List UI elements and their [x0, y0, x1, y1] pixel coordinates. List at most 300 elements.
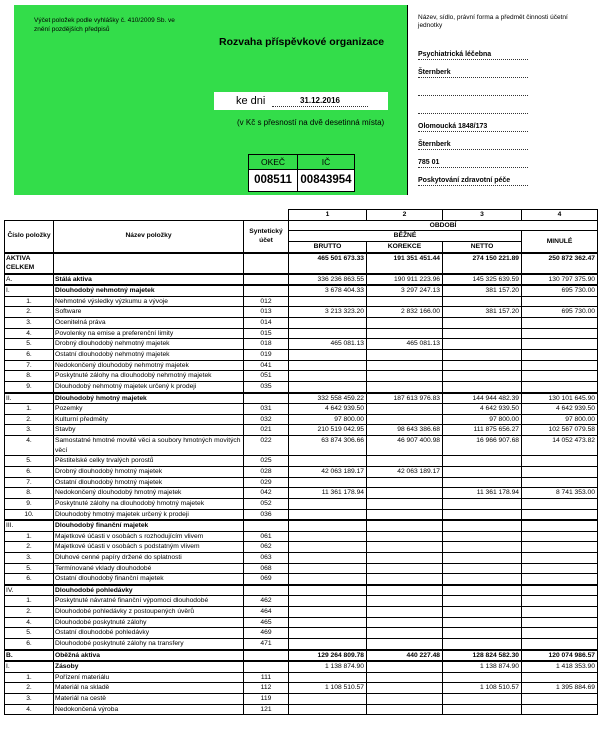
korekce-cell [367, 639, 443, 650]
korekce-cell [367, 628, 443, 639]
item-number-cell: 5. [5, 456, 54, 467]
brutto-cell [289, 317, 367, 328]
date-value: 31.12.2016 [272, 96, 368, 107]
item-number-cell: 3. [5, 425, 54, 436]
account-cell: 471 [244, 639, 289, 650]
table-row [5, 607, 598, 618]
header-current: BĚŽNÉ [289, 231, 522, 242]
table-row [5, 628, 598, 639]
korekce-cell [367, 683, 443, 694]
item-number-cell: 3. [5, 317, 54, 328]
item-number-cell: II. [5, 393, 54, 404]
korekce-cell [367, 607, 443, 618]
account-cell [244, 274, 289, 286]
korekce-cell: 2 832 166.00 [367, 307, 443, 318]
item-number-cell: I. [5, 661, 54, 672]
previous-cell [522, 520, 598, 531]
table-row [5, 693, 598, 704]
table-row [5, 596, 598, 607]
item-number-cell: 2. [5, 542, 54, 553]
item-name-cell: Dlouhodobé poskytnuté zálohy [54, 617, 244, 628]
korekce-cell [367, 456, 443, 467]
account-cell [244, 253, 289, 274]
account-cell [244, 661, 289, 672]
netto-cell [443, 328, 522, 339]
item-number-cell: 6. [5, 350, 54, 361]
netto-cell [443, 563, 522, 574]
netto-cell [443, 360, 522, 371]
previous-cell: 1 418 353.90 [522, 661, 598, 672]
brutto-cell [289, 509, 367, 520]
item-number-cell: 4. [5, 617, 54, 628]
account-cell: 062 [244, 542, 289, 553]
previous-cell [522, 574, 598, 585]
account-cell: 032 [244, 414, 289, 425]
table-row [5, 371, 598, 382]
account-cell: 022 [244, 436, 289, 456]
account-cell: 035 [244, 382, 289, 393]
korekce-cell: 440 227.48 [367, 650, 443, 662]
entity-line: Šternberk [418, 68, 528, 78]
legal-basis-note: Výčet položek podle vyhlášky č. 410/2009 Sb. ve znění pozdějších předpisů [34, 17, 175, 33]
table-row [5, 563, 598, 574]
item-name-cell: Pěstitelské celky trvalých porostů [54, 456, 244, 467]
item-number-cell: 4. [5, 704, 54, 715]
ic-label: IČ [298, 155, 354, 170]
table-row [5, 253, 598, 274]
item-number-cell: 1. [5, 596, 54, 607]
brutto-cell [289, 574, 367, 585]
item-number-cell: 6. [5, 639, 54, 650]
item-name-cell: Dlouhodobé pohledávky z postoupených úvěrů [54, 607, 244, 618]
table-row [5, 617, 598, 628]
brutto-cell [289, 704, 367, 715]
netto-cell [443, 704, 522, 715]
korekce-cell: 190 911 223.96 [367, 274, 443, 286]
previous-cell [522, 328, 598, 339]
header-brutto: BRUTTO [289, 242, 367, 253]
item-name-cell: Dlouhodobý finanční majetek [54, 520, 244, 531]
table-row [5, 552, 598, 563]
account-cell: 063 [244, 552, 289, 563]
korekce-cell [367, 382, 443, 393]
brutto-cell: 210 519 042.95 [289, 425, 367, 436]
netto-cell: 145 325 639.59 [443, 274, 522, 286]
account-cell: 013 [244, 307, 289, 318]
korekce-cell: 42 063 189.17 [367, 466, 443, 477]
korekce-cell: 3 297 247.13 [367, 285, 443, 296]
netto-cell [443, 693, 522, 704]
item-number-cell: 5. [5, 563, 54, 574]
table-row [5, 531, 598, 542]
item-name-cell: Poskytnuté zálohy na dlouhodobý hmotný majetek [54, 498, 244, 509]
table-row [5, 307, 598, 318]
previous-cell [522, 498, 598, 509]
header-item-number: Číslo položky [5, 220, 54, 252]
korekce-cell [367, 360, 443, 371]
item-name-cell: Pořízení materiálu [54, 672, 244, 683]
account-cell: 119 [244, 693, 289, 704]
item-name-cell: Poskytnuté zálohy na dlouhodobý nehmotný majetek [54, 371, 244, 382]
korekce-cell: 191 351 451.44 [367, 253, 443, 274]
brutto-cell: 3 678 404.33 [289, 285, 367, 296]
item-name-cell: Ocenitelná práva [54, 317, 244, 328]
brutto-cell: 1 138 874.90 [289, 661, 367, 672]
entity-line: 785 01 [418, 158, 528, 168]
previous-cell [522, 704, 598, 715]
table-row [5, 436, 598, 456]
account-cell: 465 [244, 617, 289, 628]
korekce-cell [367, 672, 443, 683]
korekce-cell [367, 404, 443, 415]
account-cell: 031 [244, 404, 289, 415]
header-korekce: KOREKCE [367, 242, 443, 253]
brutto-cell [289, 456, 367, 467]
account-cell: 051 [244, 371, 289, 382]
item-number-cell: 5. [5, 628, 54, 639]
item-number-cell: 4. [5, 436, 54, 456]
table-row [5, 296, 598, 307]
item-name-cell: Ostatní dlouhodobé pohledávky [54, 628, 244, 639]
brutto-cell [289, 607, 367, 618]
item-name-cell: Dlouhodobý nehmotný majetek [54, 285, 244, 296]
table-row [5, 404, 598, 415]
previous-cell [522, 296, 598, 307]
item-number-cell: 4. [5, 328, 54, 339]
previous-cell [522, 360, 598, 371]
ic-value: 00843954 [300, 174, 352, 186]
item-name-cell: Nehmotné výsledky výzkumu a vývoje [54, 296, 244, 307]
entity-line: Olomoucká 1848/173 [418, 122, 528, 132]
table-row [5, 650, 598, 662]
netto-cell: 274 150 221.89 [443, 253, 522, 274]
brutto-cell [289, 563, 367, 574]
netto-cell: 1 138 874.90 [443, 661, 522, 672]
table-row [5, 285, 598, 296]
brutto-cell [289, 531, 367, 542]
korekce-cell: 465 081.13 [367, 339, 443, 350]
netto-cell [443, 509, 522, 520]
netto-cell: 1 108 510.57 [443, 683, 522, 694]
korekce-cell [367, 414, 443, 425]
item-number-cell: 2. [5, 683, 54, 694]
korekce-cell [367, 317, 443, 328]
item-name-cell: Povolenky na emise a preferenční limity [54, 328, 244, 339]
brutto-cell: 4 642 939.50 [289, 404, 367, 415]
korekce-cell [367, 498, 443, 509]
netto-cell [443, 607, 522, 618]
table-row [5, 466, 598, 477]
col-number: 1 [289, 210, 367, 221]
korekce-cell [367, 477, 443, 488]
brutto-cell: 3 213 323.20 [289, 307, 367, 318]
item-name-cell: Dlouhodobé poskytnuté zálohy na transfery [54, 639, 244, 650]
brutto-cell: 63 874 306.66 [289, 436, 367, 456]
previous-cell: 102 567 079.58 [522, 425, 598, 436]
previous-cell [522, 672, 598, 683]
netto-cell [443, 628, 522, 639]
brutto-cell [289, 585, 367, 596]
account-cell: 018 [244, 339, 289, 350]
previous-cell [522, 552, 598, 563]
previous-cell [522, 466, 598, 477]
okec-value: 008511 [254, 174, 292, 186]
item-name-cell: Samostatné hmotné movité věci a soubory hmotných movitých věcí [54, 436, 244, 456]
korekce-cell [367, 350, 443, 361]
netto-cell [443, 456, 522, 467]
col-number: 3 [443, 210, 522, 221]
brutto-cell [289, 350, 367, 361]
korekce-cell [367, 531, 443, 542]
korekce-cell [367, 563, 443, 574]
brutto-cell [289, 382, 367, 393]
table-row [5, 639, 598, 650]
brutto-cell: 336 236 863.55 [289, 274, 367, 286]
brutto-cell [289, 498, 367, 509]
item-number-cell: 2. [5, 307, 54, 318]
previous-cell: 695 730.00 [522, 285, 598, 296]
previous-cell [522, 585, 598, 596]
brutto-cell: 465 501 673.33 [289, 253, 367, 274]
korekce-cell [367, 585, 443, 596]
account-cell: 015 [244, 328, 289, 339]
brutto-cell: 465 081.13 [289, 339, 367, 350]
item-name-cell: Ostatní dlouhodobý nehmotný majetek [54, 350, 244, 361]
account-cell: 019 [244, 350, 289, 361]
previous-cell [522, 456, 598, 467]
netto-cell [443, 296, 522, 307]
item-name-cell: Nedokončený dlouhodobý nehmotný majetek [54, 360, 244, 371]
netto-cell [443, 585, 522, 596]
netto-cell [443, 466, 522, 477]
netto-cell [443, 552, 522, 563]
korekce-cell [367, 542, 443, 553]
item-number-cell: A. [5, 274, 54, 286]
table-row [5, 382, 598, 393]
entity-line: Poskytování zdravotní péče [418, 176, 528, 186]
item-name-cell: Zásoby [54, 661, 244, 672]
brutto-cell [289, 628, 367, 639]
item-number-cell: 8. [5, 371, 54, 382]
item-name-cell: Majetkové účasti v osobách s rozhodujícím vlivem [54, 531, 244, 542]
table-row [5, 317, 598, 328]
netto-cell: 381 157.20 [443, 285, 522, 296]
korekce-cell [367, 296, 443, 307]
korekce-cell [367, 661, 443, 672]
item-number-cell: 1. [5, 296, 54, 307]
korekce-cell [367, 328, 443, 339]
previous-cell [522, 596, 598, 607]
korekce-cell [367, 371, 443, 382]
korekce-cell [367, 488, 443, 499]
brutto-cell [289, 639, 367, 650]
table-row [5, 414, 598, 425]
header-previous: MINULÉ [522, 231, 598, 253]
balance-sheet-table [4, 209, 598, 715]
entity-line: Psychiatrická léčebna [418, 50, 528, 60]
netto-cell: 11 361 178.94 [443, 488, 522, 499]
previous-cell: 97 800.00 [522, 414, 598, 425]
table-row [5, 542, 598, 553]
account-cell: 052 [244, 498, 289, 509]
item-number-cell: 5. [5, 339, 54, 350]
date-label: ke dni [236, 95, 266, 107]
header-period: OBDOBÍ [289, 220, 598, 231]
account-cell [244, 393, 289, 404]
account-cell: 028 [244, 466, 289, 477]
netto-cell [443, 617, 522, 628]
previous-cell: 130 101 645.90 [522, 393, 598, 404]
entity-heading: Název, sídlo, právní forma a předmět činnosti účetní jednotky [418, 14, 568, 29]
brutto-cell [289, 296, 367, 307]
table-row [5, 585, 598, 596]
header-netto: NETTO [443, 242, 522, 253]
previous-cell [522, 382, 598, 393]
account-cell [244, 650, 289, 662]
item-name-cell: Poskytnuté návratné finanční výpomoci dlouhodobé [54, 596, 244, 607]
account-cell: 462 [244, 596, 289, 607]
netto-cell [443, 317, 522, 328]
report-title: Rozvaha příspěvkové organizace [219, 36, 385, 48]
previous-cell [522, 693, 598, 704]
header-item-name: Název položky [54, 220, 244, 252]
item-number-cell: 10. [5, 509, 54, 520]
item-number-cell: 3. [5, 552, 54, 563]
korekce-cell [367, 520, 443, 531]
account-cell: 111 [244, 672, 289, 683]
brutto-cell [289, 552, 367, 563]
ic-cell [298, 155, 354, 191]
date-box [214, 92, 388, 110]
previous-cell [522, 317, 598, 328]
previous-cell [522, 617, 598, 628]
account-cell [244, 585, 289, 596]
netto-cell [443, 596, 522, 607]
previous-cell [522, 477, 598, 488]
table-row [5, 274, 598, 286]
table-row [5, 393, 598, 404]
account-cell: 036 [244, 509, 289, 520]
item-name-cell: Majetkové účasti v osobách s podstatným vlivem [54, 542, 244, 553]
table-row [5, 350, 598, 361]
item-name-cell: Software [54, 307, 244, 318]
item-name-cell: Nedokončená výroba [54, 704, 244, 715]
item-name-cell: Drobný dlouhodobý nehmotný majetek [54, 339, 244, 350]
item-name-cell: Ostatní dlouhodobý finanční majetek [54, 574, 244, 585]
brutto-cell [289, 520, 367, 531]
item-name-cell: Dlouhodobý hmotný majetek určený k prodeji [54, 509, 244, 520]
netto-cell [443, 477, 522, 488]
item-name-cell: Stavby [54, 425, 244, 436]
item-number-cell: I. [5, 285, 54, 296]
brutto-cell [289, 360, 367, 371]
netto-cell: 111 875 656.27 [443, 425, 522, 436]
table-row [5, 661, 598, 672]
item-number-cell: B. [5, 650, 54, 662]
account-cell: 025 [244, 456, 289, 467]
table-row [5, 683, 598, 694]
item-number-cell: AKTIVA CELKEM [5, 253, 54, 274]
previous-cell [522, 628, 598, 639]
item-number-cell: 7. [5, 360, 54, 371]
previous-cell: 130 797 375.90 [522, 274, 598, 286]
korekce-cell [367, 574, 443, 585]
netto-cell [443, 520, 522, 531]
netto-cell: 381 157.20 [443, 307, 522, 318]
brutto-cell: 97 800.00 [289, 414, 367, 425]
previous-cell [522, 542, 598, 553]
table-row [5, 328, 598, 339]
account-cell: 061 [244, 531, 289, 542]
okec-label: OKEČ [249, 155, 297, 170]
item-name-cell: Kulturní předměty [54, 414, 244, 425]
item-number-cell: 2. [5, 607, 54, 618]
account-cell: 041 [244, 360, 289, 371]
netto-cell: 128 824 582.30 [443, 650, 522, 662]
item-number-cell: 8. [5, 488, 54, 499]
netto-cell [443, 382, 522, 393]
brutto-cell: 11 361 178.94 [289, 488, 367, 499]
previous-cell [522, 350, 598, 361]
col-number: 4 [522, 210, 598, 221]
item-name-cell: Dlouhodobý nehmotný majetek určený k prodeji [54, 382, 244, 393]
item-number-cell: 6. [5, 574, 54, 585]
table-row [5, 339, 598, 350]
item-name-cell: Stálá aktiva [54, 274, 244, 286]
entity-line [418, 104, 528, 114]
netto-cell [443, 371, 522, 382]
previous-cell [522, 339, 598, 350]
brutto-cell [289, 328, 367, 339]
table-row [5, 672, 598, 683]
table-row [5, 574, 598, 585]
table-row [5, 520, 598, 531]
item-number-cell: IV. [5, 585, 54, 596]
entity-line: Šternberk [418, 140, 528, 150]
brutto-cell [289, 672, 367, 683]
table-row [5, 704, 598, 715]
item-name-cell: Pozemky [54, 404, 244, 415]
entity-line [418, 86, 528, 96]
previous-cell: 250 872 362.47 [522, 253, 598, 274]
account-cell: 068 [244, 563, 289, 574]
account-cell: 029 [244, 477, 289, 488]
previous-cell: 120 074 986.57 [522, 650, 598, 662]
brutto-cell: 42 063 189.17 [289, 466, 367, 477]
netto-cell: 97 800.00 [443, 414, 522, 425]
account-cell: 021 [244, 425, 289, 436]
item-name-cell: Dluhové cenné papíry držené do splatnosti [54, 552, 244, 563]
korekce-cell [367, 596, 443, 607]
account-cell [244, 285, 289, 296]
account-cell: 469 [244, 628, 289, 639]
item-name-cell: Drobný dlouhodobý hmotný majetek [54, 466, 244, 477]
netto-cell [443, 350, 522, 361]
item-number-cell: 6. [5, 466, 54, 477]
item-number-cell: 7. [5, 477, 54, 488]
korekce-cell [367, 617, 443, 628]
table-row [5, 360, 598, 371]
item-name-cell: Dlouhodobý hmotný majetek [54, 393, 244, 404]
item-name-cell: Oběžná aktiva [54, 650, 244, 662]
previous-cell [522, 531, 598, 542]
item-name-cell: Ostatní dlouhodobý hmotný majetek [54, 477, 244, 488]
account-cell: 012 [244, 296, 289, 307]
table-row [5, 488, 598, 499]
account-cell: 112 [244, 683, 289, 694]
netto-cell [443, 531, 522, 542]
brutto-cell [289, 542, 367, 553]
